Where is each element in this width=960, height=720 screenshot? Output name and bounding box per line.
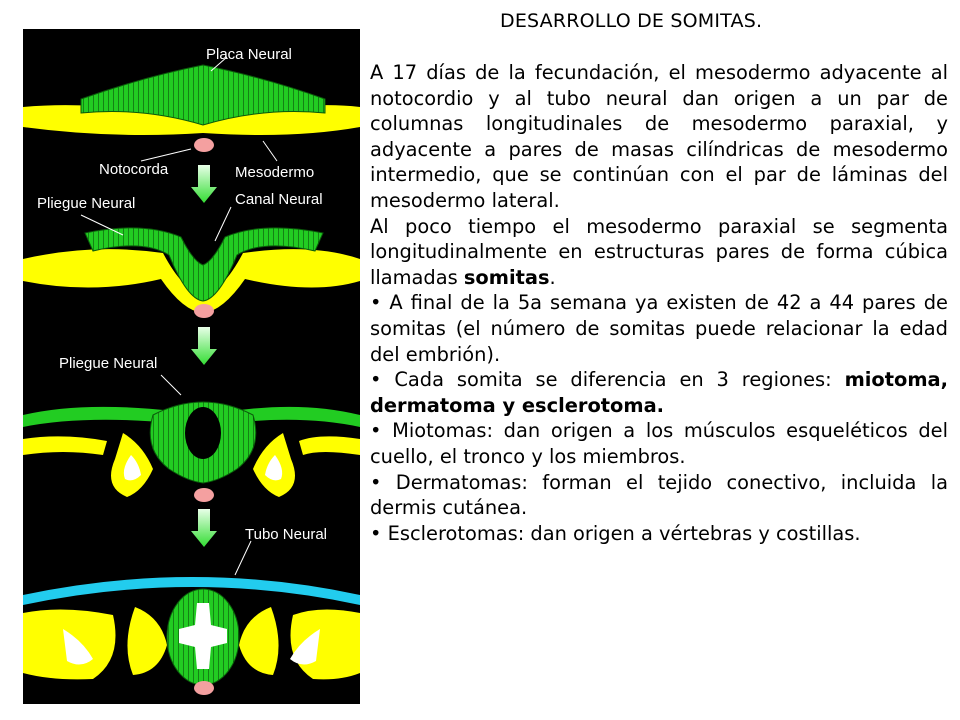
- lateral-mesoderm: [299, 436, 360, 455]
- bullet-miotomas: • Miotomas: dan origen a los músculos esqueléticos del cuello, el tronco y los miembros.: [370, 418, 948, 469]
- paragraph-segmentation-text: Al poco tiempo el mesodermo paraxial se segmenta longitudinalmente en estructuras pares de forma cúbica llamadas: [370, 214, 948, 289]
- notochord: [194, 138, 214, 152]
- down-arrow: [191, 327, 217, 365]
- slide-title: DESARROLLO DE SOMITAS.: [500, 10, 763, 32]
- bullet-somite-count: • A final de la 5a semana ya existen de 42 a 44 pares de somitas (el número de somitas puede relacionar la edad del embrión).: [370, 290, 948, 367]
- notochord: [194, 304, 214, 318]
- stage-neural-plate: [23, 46, 360, 181]
- notochord: [194, 681, 214, 695]
- bullet-dermatomas: • Dermatomas: forman el tejido conectivo, incluida la dermis cutánea.: [370, 470, 948, 521]
- stage-neural-fold-closing: [23, 355, 360, 502]
- paragraph-segmentation: [370, 214, 948, 291]
- bullet-esclerotomas: • Esclerotomas: dan origen a vértebras y costillas.: [370, 521, 948, 547]
- neural-canal: [185, 407, 221, 459]
- paragraph-intro: A 17 días de la fecundación, el mesodermo adyacente al notocordio y al tubo neural dan origen a un par de columnas longitudinales de mesodermo paraxial, y adyacente a pares de masas cilíndricas de mesodermo intermedio, que se continúan con el par de láminas del mesodermo lateral.: [370, 61, 948, 212]
- somite-right: [239, 607, 279, 675]
- lateral-mesoderm: [23, 436, 107, 455]
- label-mesodermo: Mesodermo: [235, 164, 315, 181]
- label-canal-neural: Canal Neural: [235, 191, 323, 208]
- label-tubo-neural: Tubo Neural: [245, 526, 327, 543]
- paragraph-segmentation-end: .: [549, 265, 556, 289]
- down-arrow: [191, 509, 217, 547]
- down-arrow: [191, 165, 217, 203]
- term-regions: miotoma, dermatoma y esclerotoma.: [370, 368, 948, 417]
- bullet-regions-text: Cada somita se diferencia en 3 regiones:: [394, 368, 845, 392]
- bullet-regions: [370, 367, 948, 418]
- label-pliegue-neural-1: Pliegue Neural: [37, 195, 136, 212]
- label-pliegue-neural-2: Pliegue Neural: [59, 355, 158, 372]
- stage-neural-tube: [23, 526, 360, 695]
- notochord: [194, 488, 214, 502]
- stage-neural-fold: [23, 191, 360, 318]
- label-placa-neural: Placa Neural: [206, 46, 292, 63]
- body-text: [370, 60, 948, 546]
- label-notocorda: Notocorda: [99, 161, 169, 178]
- neurulation-figure: [23, 29, 360, 704]
- neurulation-diagram: [23, 29, 360, 704]
- term-somitas: somitas: [463, 265, 550, 289]
- somite-left: [127, 607, 167, 675]
